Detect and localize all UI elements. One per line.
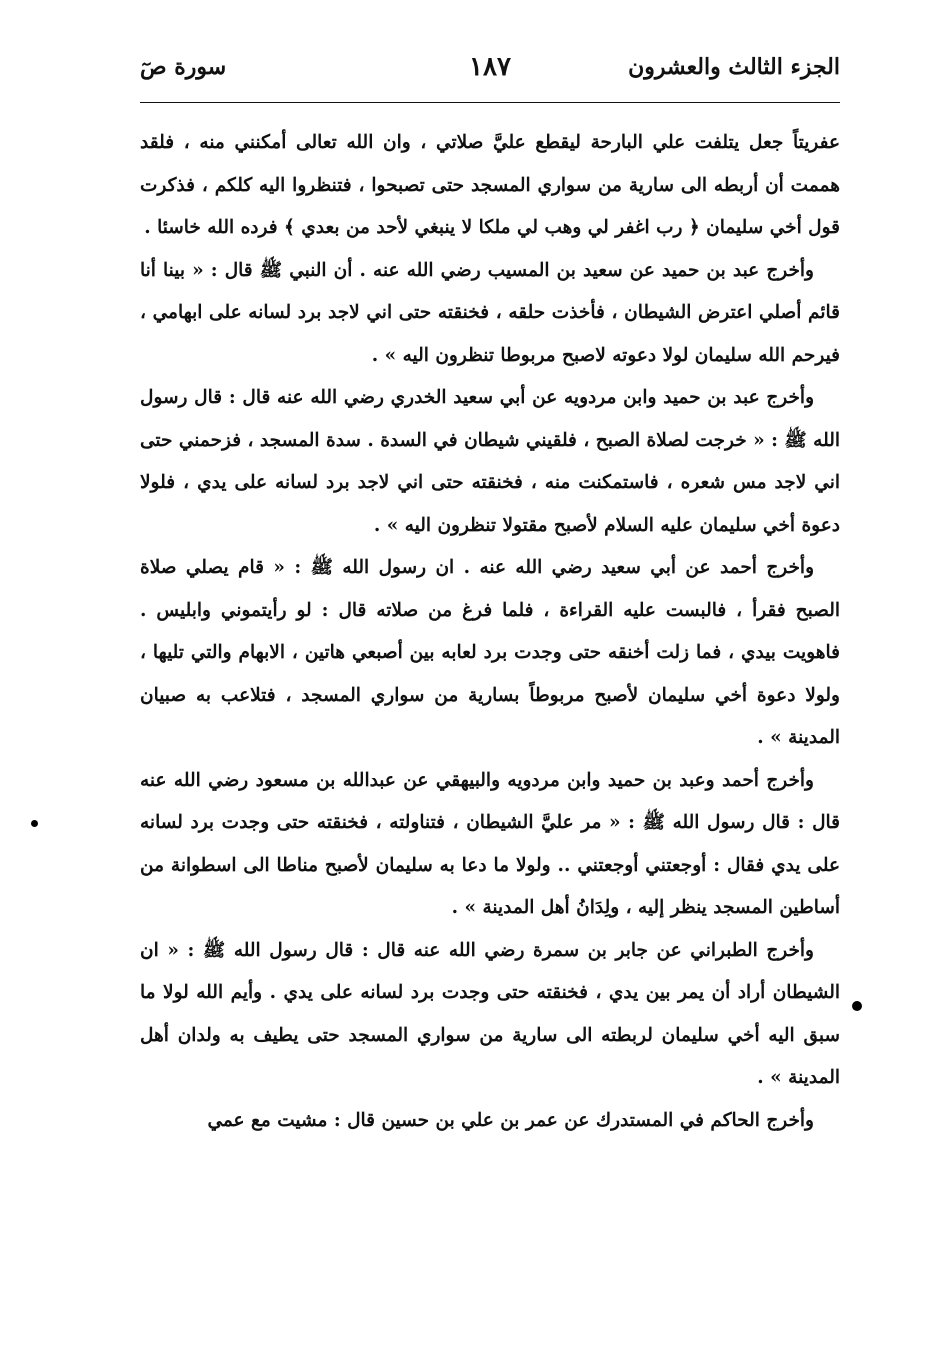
page-body [140, 122, 840, 1142]
scan-speck [852, 1001, 862, 1011]
part-title: الجزء الثالث والعشرون [628, 54, 840, 80]
paragraph: وأخرج أحمد عن أبي سعيد رضي الله عنه . ان رسول الله ﷺ : « قام يصلي صلاة الصبح فقرأ ، فالبست عليه القراءة ، فلما فرغ من صلاته قال : لو رأيتموني وابليس . فاهويت بيدي ، فما زلت أخنقه حتى وجدت برد لعابه بين أصبعي هاتين ، الابهام والتي تليها ، ولولا دعوة أخي سليمان لأصبح مربوطاً بسارية من سواري المسجد ، فتلاعب به صبيان المدينة » . [140, 557, 840, 748]
page-number: ١٨٧ [469, 52, 511, 82]
paragraph: وأخرج الطبراني عن جابر بن سمرة رضي الله عنه قال : قال رسول الله ﷺ : « ان الشيطان أراد أن يمر بين يدي ، فخنقته حتى وجدت برد لسانه على يدي . وأيم الله لولا ما سبق اليه أخي سليمان لربطته الى سارية من سواري المسجد حتى يطيف به ولدان أهل المدينة » . [140, 939, 840, 1088]
page-header [140, 50, 840, 98]
surah-title: سورة صٓ [140, 54, 227, 80]
scan-speck [31, 820, 38, 827]
paragraph-continuation: عفريتاً جعل يتلفت علي البارحة ليقطع عليَّ صلاتي ، وان الله تعالى أمكنني منه ، فلقد هممت أن أربطه الى سارية من سواري المسجد حتى تصبحوا ، فتنظروا اليه كلكم ، فذكرت قول أخي سليمان ﴿ رب اغفر لي وهب لي ملكا لا ينبغي لأحد من بعدي ﴾ فرده الله خاسئا . [140, 132, 840, 238]
paragraph: وأخرج أحمد وعبد بن حميد وابن مردويه والبيهقي عن عبدالله بن مسعود رضي الله عنه قال : قال رسول الله ﷺ : « مر عليَّ الشيطان ، فتناولته ، فخنقته حتى وجدت برد لسانه على يدي فقال : أوجعتني أوجعتني .. ولولا ما دعا به سليمان لأصبح مناطا الى اسطوانة من أساطين المسجد ينظر إليه ، ولِدَانُ أهل المدينة » . [140, 769, 840, 918]
header-divider [140, 102, 840, 103]
paragraph: وأخرج عبد بن حميد وابن مردويه عن أبي سعيد الخدري رضي الله عنه قال : قال رسول الله ﷺ : « خرجت لصلاة الصبح ، فلقيني شيطان في السدة . سدة المسجد ، فزحمني حتى اني لاجد مس شعره ، فاستمكنت منه ، فخنقته حتى اني لاجد برد لسانه على يدي ، فلولا دعوة أخي سليمان عليه السلام لأصبح مقتولا تنظرون اليه » . [140, 387, 840, 536]
paragraph: وأخرج الحاكم في المستدرك عن عمر بن علي بن حسين قال : مشيت مع عمي [207, 1109, 814, 1131]
paragraph: وأخرج عبد بن حميد عن سعيد بن المسيب رضي الله عنه . أن النبي ﷺ قال : « بينا أنا قائم أصلي اعترض الشيطان ، فأخذت حلقه ، فخنقته حتى اني لاجد برد لسانه على ابهامي ، فيرحم الله سليمان لولا دعوته لاصبح مربوطا تنظرون اليه » . [140, 259, 840, 366]
